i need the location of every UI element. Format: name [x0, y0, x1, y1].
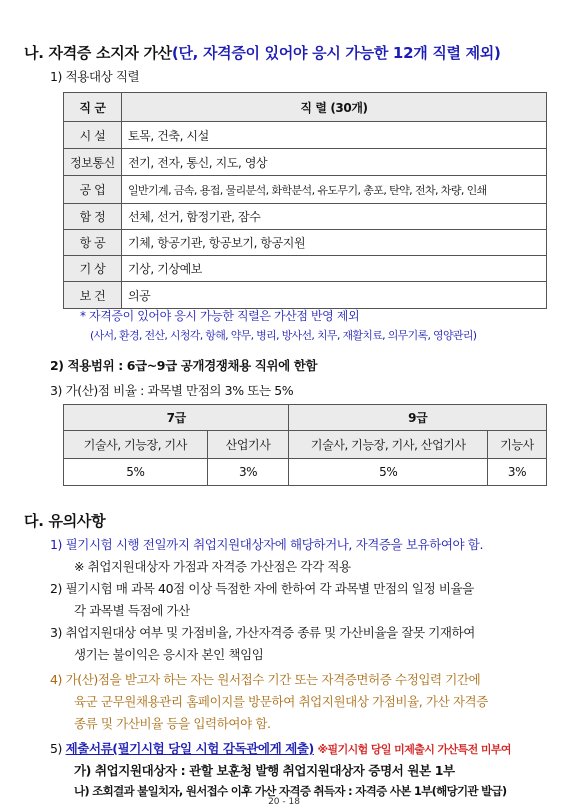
- rate-table-value: 5%: [289, 459, 488, 486]
- submission-warning: ※필기시험 당일 미제출시 가산특전 미부여: [317, 743, 511, 756]
- rate-table: [63, 404, 547, 486]
- exclusion-list: (사서, 환경, 전산, 시청각, 항해, 약무, 병리, 방사선, 치무, 재활치료, 의무기록, 영양관리): [90, 329, 477, 342]
- table-row-series: 선체, 선거, 함정기관, 잠수: [121, 204, 546, 230]
- rate-table-grade7: 7급: [64, 405, 289, 431]
- rate-table-sub: 기술사, 기능장, 기사: [64, 431, 208, 459]
- note-4-line3: 종류 및 가산비율 등을 입력하여야 함.: [74, 716, 271, 731]
- table-row-group: 정보통신: [64, 149, 122, 176]
- rate-table-value: 3%: [488, 459, 547, 486]
- rate-table-sub: 산업기사: [207, 431, 289, 459]
- table-row-series: 전기, 전자, 통신, 지도, 영상: [121, 149, 546, 176]
- section-da-title: 다. 유의사항: [24, 512, 106, 530]
- rate-table-grade9: 9급: [289, 405, 547, 431]
- table-row-series: 토목, 건축, 시설: [121, 122, 546, 149]
- table-row-group: 보 건: [64, 282, 122, 309]
- section-na-title: [24, 42, 501, 63]
- table-row-group: 항 공: [64, 230, 122, 256]
- rate-table-value: 3%: [207, 459, 289, 486]
- rate-table-sub: 기능사: [488, 431, 547, 459]
- section-na-title-paren: (단, 자격증이 있어야 응시 가능한 12개 직렬 제외): [171, 44, 501, 62]
- note-1-line2: ※ 취업지원대상자 가점과 자격증 가산점은 각각 적용: [74, 559, 351, 574]
- item-rate: 3) 가(산)점 비율 : 과목별 만점의 3% 또는 5%: [50, 383, 294, 398]
- note-5-b: 나) 조회결과 불일치자, 원서접수 이후 가산 자격증 취득자 : 자격증 사본 1부(해당기관 발급): [74, 784, 507, 798]
- table-row-group: 기 상: [64, 256, 122, 282]
- table-row-group: 함 정: [64, 204, 122, 230]
- note-2-line2: 각 과목별 득점에 가산: [74, 603, 190, 618]
- series-table: [63, 92, 547, 309]
- item-target-series: 1) 적용대상 직렬: [50, 69, 140, 84]
- table-row-group: 시 설: [64, 122, 122, 149]
- table-row-group: 공 업: [64, 176, 122, 204]
- table-row-series: 의공: [121, 282, 546, 309]
- note-1-line1: 1) 필기시험 시행 전일까지 취업지원대상자에 해당하거나, 자격증을 보유하여야 함.: [50, 537, 484, 552]
- section-na-title-main: 나. 자격증 소지자 가산: [24, 44, 172, 62]
- submission-docs: 제출서류(필기시험 당일 시험 감독관에게 제출): [65, 741, 314, 756]
- note-3-line1: 3) 취업지원대상 여부 및 가점비율, 가산자격증 종류 및 가산비율을 잘못 기재하여: [50, 625, 475, 640]
- rate-table-sub: 기술사, 기능장, 기사, 산업기사: [289, 431, 488, 459]
- table-row-series: 일반기계, 금속, 용접, 물리분석, 화학분석, 유도무기, 총포, 탄약, 전차, 차량, 인쇄: [121, 176, 546, 204]
- series-table-header-series: 직 렬 (30개): [121, 93, 546, 122]
- note-5-number: 5): [50, 741, 63, 756]
- table-row-series: 기상, 기상예보: [121, 256, 546, 282]
- note-4-line1: 4) 가(산)점을 받고자 하는 자는 원서접수 기간 또는 자격증면허증 수정입력 기간에: [50, 672, 481, 687]
- table-row-series: 기체, 항공기관, 항공보기, 항공지원: [121, 230, 546, 256]
- note-3-line2: 생기는 불이익은 응시자 본인 책임임: [74, 647, 264, 662]
- note-4-line2: 육군 군무원채용관리 홈페이지를 방문하여 취업지원대상 가점비율, 가산 자격증: [74, 694, 488, 709]
- page-number: 20 - 18: [268, 797, 300, 807]
- item-scope: 2) 적용범위 : 6급~9급 공개경쟁채용 직위에 한함: [50, 358, 318, 373]
- note-5-a: 가) 취업지원대상자 : 관할 보훈청 발행 취업지원대상자 증명서 원본 1부: [74, 763, 455, 778]
- exclusion-note: * 자격증이 있어야 응시 가능한 직렬은 가산점 반영 제외: [80, 309, 360, 323]
- note-5-line1: [50, 739, 511, 757]
- rate-table-value: 5%: [64, 459, 208, 486]
- series-table-header-group: 직 군: [64, 93, 122, 122]
- note-2-line1: 2) 필기시험 매 과목 40점 이상 득점한 자에 한하여 각 과목별 만점의 일정 비율을: [50, 581, 474, 596]
